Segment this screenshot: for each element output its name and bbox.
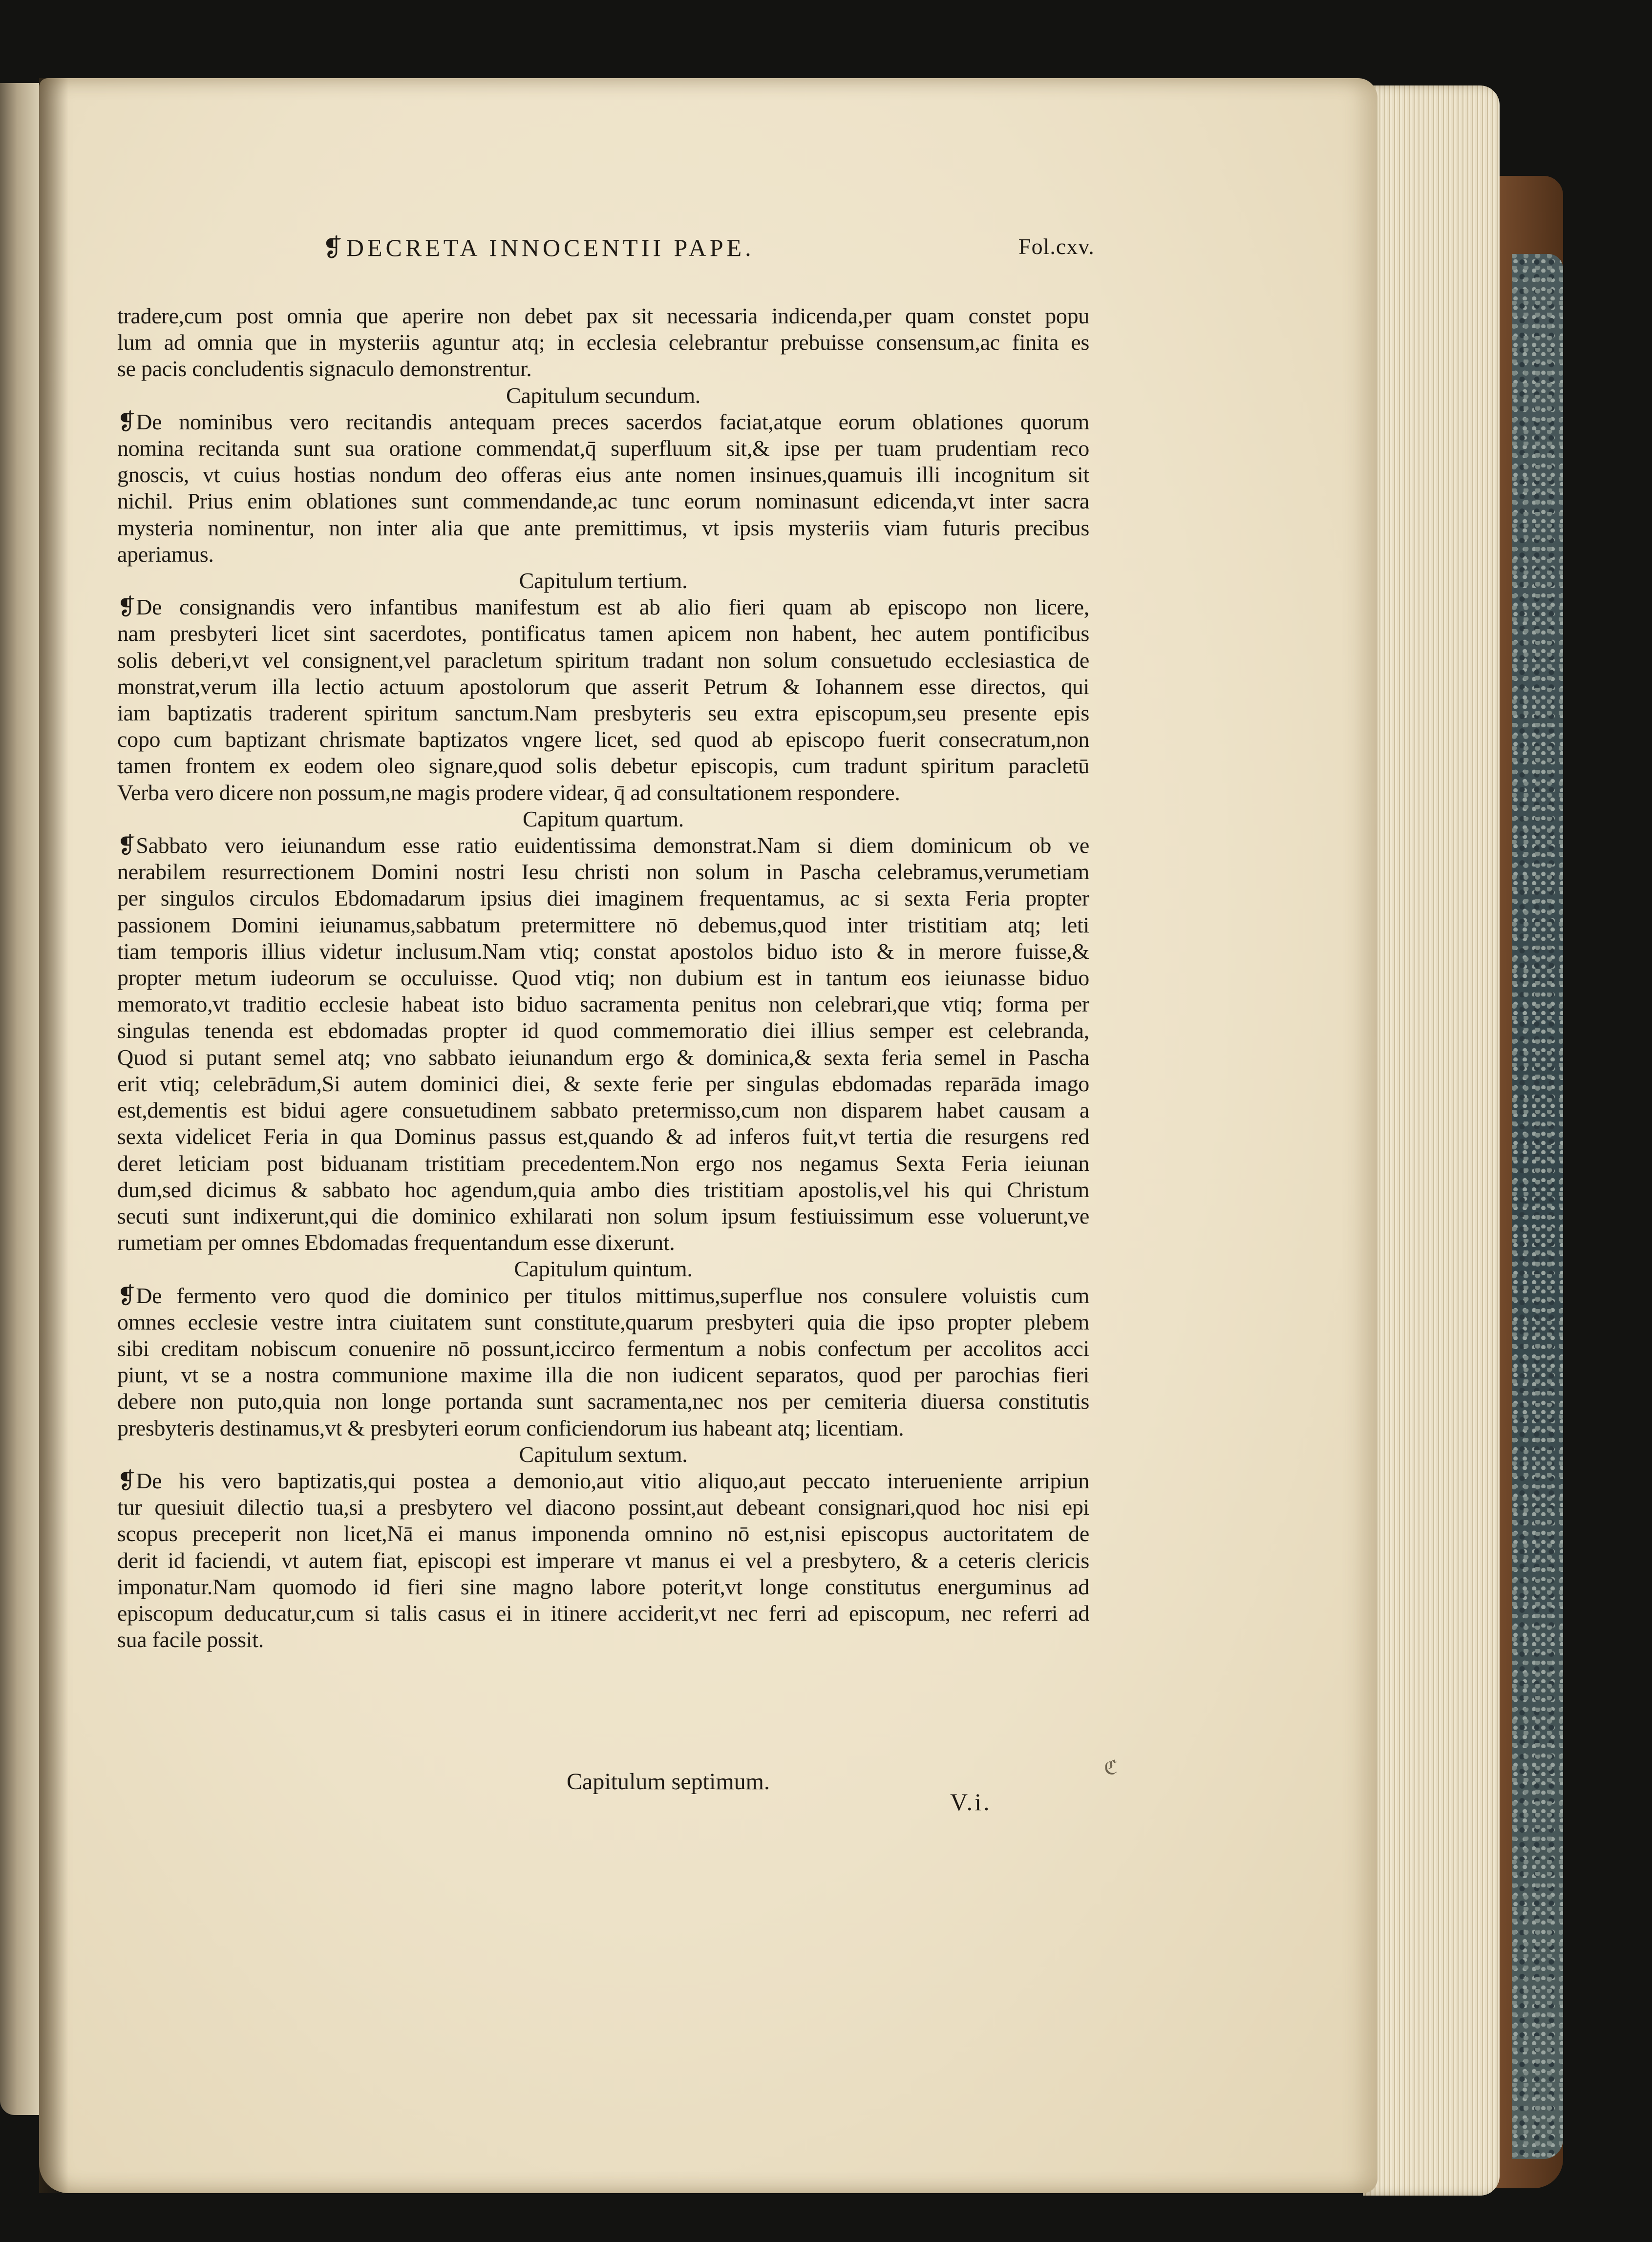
marbled-edge: [1512, 254, 1563, 2159]
text-line: erit vtiq; celebrādum,Si autem dominici diei, & sexte ferie per singulas ebdomadas reparāda imago: [117, 1071, 1089, 1096]
text-line: episcopum deducatur,cum si talis casus ei in itinere acciderit,vt nec ferri ad episcopum, nec referri ad: [117, 1600, 1089, 1626]
text-line: secuti sunt indixerunt,qui die dominico exhilarati non solum ipsum festiuissimum esse voluerunt,ve: [117, 1203, 1089, 1228]
text-line: rumetiam per omnes Ebdomadas frequentandum esse dixerunt.: [117, 1230, 675, 1255]
text-line: sibi creditam nobiscum conuenire nō possunt,iccirco fermentum a nobis confectum per accolitos acci: [117, 1335, 1089, 1361]
chapter-heading: Capitulum secundum.: [506, 382, 701, 408]
gutter-shadow: [39, 78, 68, 2193]
text-line: propter metum iudeorum se occuluisse. Quod vtiq; non dubium est in tantum eos ieiunasse biduo: [117, 965, 1089, 991]
text-line: presbyteris destinamus,vt & presbyteri eorum conficiendorum ius habeant atq; licentiam.: [117, 1415, 904, 1440]
text-line: aperiamus.: [117, 541, 214, 567]
chapter-heading-7: Capitulum septimum.: [567, 1769, 770, 1795]
text-line: scopus preceperit non licet,Nā ei manus imponenda omnino nō est,nisi episcopus auctoritatem de: [117, 1521, 1089, 1546]
chapter-heading: Capitulum tertium.: [519, 568, 688, 593]
text-block: [117, 303, 1089, 1653]
text-line: ❡De fermento vero quod die dominico per titulos mittimus,superflue nos consulere voluistis cum: [117, 1283, 1089, 1308]
margin-mark: ℭ: [1104, 1756, 1118, 1778]
facing-page: [0, 83, 39, 2115]
chapter-4-paragraph: [117, 832, 1089, 1256]
text-line: debere non puto,quia non longe portanda sunt sacramenta,nec nos per cemiteria diuersa constitutis: [117, 1389, 1089, 1414]
text-line: singulas tenenda est ebdomadas propter id quod commemoratio diei illius semper est celebranda,: [117, 1018, 1089, 1043]
text-line: tiam temporis illius videtur inclusum.Nam vtiq; constat apostolos biduo isto & in merore fuisse,&: [117, 938, 1089, 964]
text-line: derit id faciendi, vt autem fiat, episcopi est imperare vt manus ei vel a presbytero, & a ceteris clericis: [117, 1547, 1089, 1573]
text-line: gnoscis, vt cuius hostias nondum deo offeras eius ante nomen insinues,quamuis illi incognitum sit: [117, 462, 1089, 487]
text-line: ❡De nominibus vero recitandis antequam preces sacerdos faciat,atque eorum oblationes quorum: [117, 409, 1089, 434]
text-line: lum ad omnia que in mysteriis aguntur atq; in ecclesia celebrantur prebuisse consensum,ac finita es: [117, 330, 1089, 355]
text-line: memorato,vt traditio ecclesie habeat isto biduo sacramenta penitus non celebrari,que vtiq; forma per: [117, 992, 1089, 1017]
text-line: per singulos circulos Ebdomadarum ipsius diei imaginem frequentamus, ac si sexta Feria propter: [117, 886, 1089, 911]
text-line: se pacis concludentis signaculo demonstrentur.: [117, 356, 532, 381]
opening-paragraph: [117, 303, 1089, 382]
text-line: ❡Sabbato vero ieiunandum esse ratio euidentissima demonstrat.Nam si diem dominicum ob ve: [117, 833, 1089, 858]
text-line: nichil. Prius enim oblationes sunt commendande,ac tunc eorum nominasunt edicenda,vt inter sacra: [117, 488, 1089, 514]
text-line: ❡De consignandis vero infantibus manifestum est ab alio fieri quam ab episcopo non licere,: [117, 594, 1089, 620]
running-head: ❡DECRETA INNOCENTII PAPE.: [322, 234, 755, 261]
text-line: monstrat,verum illa lectio actuum apostolorum que asserit Petrum & Iohannem esse directos, qui: [117, 674, 1089, 699]
chapter-6-paragraph: [117, 1468, 1089, 1653]
chapter-heading: Capitum quartum.: [523, 806, 684, 831]
text-line: nerabilem resurrectionem Domini nostri Iesu christi non solum in Pascha celebramus,verumetiam: [117, 859, 1089, 885]
chapter-3-paragraph: [117, 594, 1089, 806]
page-edges: [1363, 85, 1500, 2196]
text-line: ❡De his vero baptizatis,qui postea a demonio,aut vitio aliquo,aut peccato interueniente arripiun: [117, 1468, 1089, 1493]
text-line: Quod si putant semel atq; vno sabbato ieiunandum ergo & dominica,& sexta feria semel in Pascha: [117, 1044, 1089, 1070]
text-line: passionem Domini ieiunamus,sabbatum pretermittere nō debemus,quod inter tristitiam atq; leti: [117, 912, 1089, 937]
chapter-5-paragraph: [117, 1283, 1089, 1441]
text-line: copo cum baptizant chrismate baptizatos vngere licet, sed quod ab episcopo fuerit consecratum,non: [117, 727, 1089, 752]
text-line: Verba vero dicere non possum,ne magis prodere videar, q̄ ad consultationem respondere.: [117, 780, 900, 805]
text-line: piunt, vt se a nostra communione maxime illa die non iudicent separatos, quod per parochias fieri: [117, 1362, 1089, 1388]
text-line: solis deberi,vt vel consignent,vel paracletum spiritum tradant non solum consuetudo ecclesiastica de: [117, 647, 1089, 673]
chapter-heading: Capitulum quintum.: [514, 1256, 693, 1282]
chapter-2-paragraph: [117, 409, 1089, 568]
folio-number: Fol.cxv.: [1018, 234, 1095, 259]
text-line: tur quesiuit dilectio tua,si a presbytero vel diacono possint,aut debeant consignari,quod hoc nisi epi: [117, 1495, 1089, 1520]
text-line: dum,sed dicimus & sabbato hoc agendum,quia ambo dies tristitiam apostolis,vel his qui Christum: [117, 1177, 1089, 1202]
text-line: est,dementis est bidui agere consuetudinem sabbato pretermisso,cum non disparem habet causam a: [117, 1098, 1089, 1123]
signature-mark: V.i.: [950, 1788, 992, 1816]
text-line: mysteria nominentur, non inter alia que ante premittimus, vt ipsis mysteriis viam futuris precibus: [117, 515, 1089, 540]
text-line: nomina recitanda sunt sua oratione commendat,q̄ superfluum sit,& ipse per tuam prudentiam reco: [117, 436, 1089, 461]
text-line: deret leticiam post biduanam tristitiam precedentem.Non ergo nos negamus Sexta Feria ieiunan: [117, 1150, 1089, 1176]
chapter-heading: Capitulum sextum.: [519, 1441, 688, 1467]
text-line: tamen frontem ex eodem oleo signare,quod solis debetur episcopis, cum tradunt spiritum paracletū: [117, 753, 1089, 779]
text-line: sua facile possit.: [117, 1627, 264, 1652]
text-line: imponatur.Nam quomodo id fieri sine magno labore poterit,vt longe constitutus energuminus ad: [117, 1574, 1089, 1599]
text-line: iam baptizatis traderent spiritum sanctum.Nam presbyteris seu extra episcopum,seu presente epis: [117, 700, 1089, 726]
text-line: sexta videlicet Feria in qua Dominus passus est,quando & ad inferos fuit,vt tertia die resurgens red: [117, 1124, 1089, 1149]
text-line: tradere,cum post omnia que aperire non debet pax sit necessaria indicenda,per quam constet popu: [117, 303, 1089, 328]
text-line: omnes ecclesie vestre intra ciuitatem sunt constitute,quarum presbyteri quia die ipso propter plebem: [117, 1309, 1089, 1334]
text-line: nam presbyteri licet sint sacerdotes, pontificatus tamen apicem non habent, hec autem pontificibus: [117, 621, 1089, 646]
